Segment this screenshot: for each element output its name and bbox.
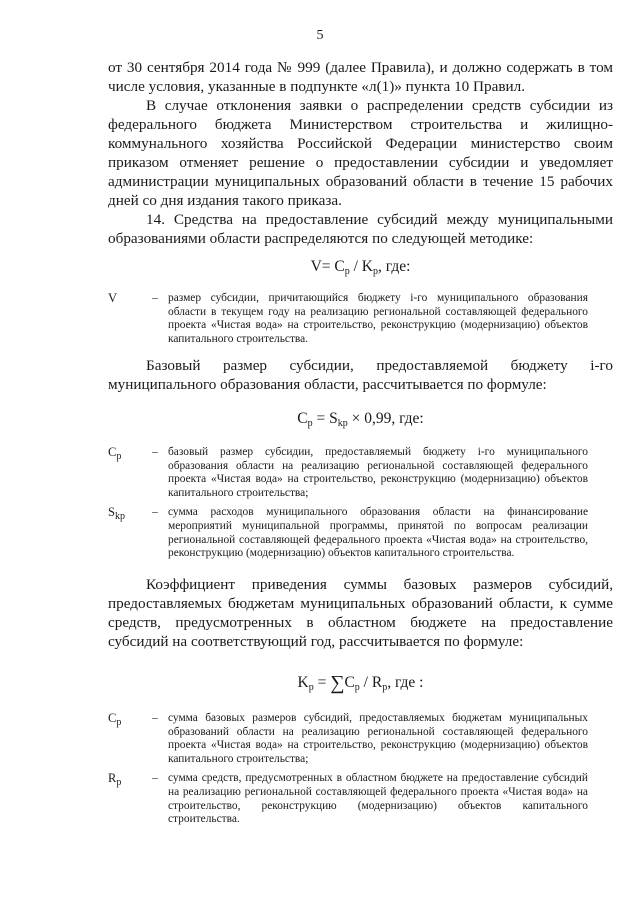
definition-cp-sum: $C_p$ – сумма базовых размеров субсидий, предоставляемых бюджетам муниципальных образований области на реализацию региональной составляющей федерального проекта «Чистая вода» на строительство, реконструкцию (модернизацию) объектов капитального строительства; bbox=[108, 711, 588, 765]
text-block-2 bbox=[108, 356, 613, 394]
definition-symbol: $R_p$ bbox=[108, 771, 122, 789]
definition-text: размер субсидии, причитающийся бюджету i-го муниципального образования области в текущем году на реализацию региональной составляющей федерального проекта «Чистая вода» на строительство, реконструкцию (модернизацию) объектов капитального строительства. bbox=[168, 292, 588, 345]
definitions-block-3 bbox=[108, 712, 588, 833]
paragraph-5: Коэффициент приведения суммы базовых размеров субсидий, предоставляемых бюджетам муниципальных образований области, к сумме средств, предусмотренных в областном бюджете на предоставление субсидий на соответствующий год, рассчитывается по формуле: bbox=[108, 576, 613, 650]
definition-text: сумма базовых размеров субсидий, предоставляемых бюджетам муниципальных образований области на реализацию региональной составляющей федерального проекта «Чистая вода» на строительство, реконструкцию (модернизацию) объектов капитального строительства; bbox=[168, 712, 588, 765]
definitions-block-1 bbox=[108, 292, 588, 352]
definition-symbol: $S_{kp}$ bbox=[108, 505, 125, 523]
formula-kp: $K_p = \sum C_p / R_p$, где : bbox=[297, 672, 424, 694]
definition-symbol: $C_p$ bbox=[108, 445, 122, 462]
definitions-block-2 bbox=[108, 446, 588, 567]
definition-cp: $C_p$ – базовый размер субсидии, предоставляемый бюджету i-го муниципального образования области на реализацию региональной составляющей федерального проекта «Чистая вода» на строительство, реконструкцию (модернизацию) объектов капитального строительства; bbox=[108, 445, 588, 499]
formula-v: $V= C_p / K_p$, где: bbox=[310, 258, 411, 277]
definition-text: базовый размер субсидии, предоставляемый бюджету i-го муниципального образования области на реализацию региональной составляющей федерального проекта «Чистая вода» на строительство, реконструкцию (модернизацию) объектов капитального строительства; bbox=[168, 446, 588, 499]
paragraph-4: Базовый размер субсидии, предоставляемой бюджету i-го муниципального образования области, рассчитывается по формуле: bbox=[108, 357, 613, 393]
definition-v: V – размер субсидии, причитающийся бюджету i-го муниципального образования области в текущем году на реализацию региональной составляющей федерального проекта «Чистая вода» на строительство, реконструкцию (модернизацию) объектов капитального строительства. bbox=[108, 291, 588, 345]
text-block-1 bbox=[108, 58, 613, 248]
formula-cp: $C_p = S_{kp} \times 0,99$, где: bbox=[297, 410, 424, 429]
page-number: 5 bbox=[316, 28, 324, 43]
text-block-3 bbox=[108, 575, 613, 651]
paragraph-3: 14. Средства на предоставление субсидий между муниципальными образованиями области распределяются по следующей методике: bbox=[108, 211, 613, 247]
definition-symbol: V bbox=[108, 291, 118, 305]
definition-text: сумма расходов муниципального образования области на финансирование мероприятий муниципальной программы, принятой по вопросам реализации региональной составляющей федерального проекта «Чистая вода» на строительство, реконструкцию (модернизацию) объектов капитального строительства. bbox=[168, 506, 588, 560]
definition-symbol: $C_p$ bbox=[108, 711, 122, 728]
definition-rp: $R_p$ – сумма средств, предусмотренных в областном бюджете на предоставление субсидий на реализацию региональной составляющей федерального проекта «Чистая вода» на строительство, реконструкцию (модернизацию) объектов капитального строительства. bbox=[108, 771, 588, 826]
definition-skp: $S_{kp}$ – сумма расходов муниципального образования области на финансирование мероприятий муниципальной программы, принятой по вопросам реализации региональной составляющей федерального проекта «Чистая вода» на строительство, реконструкцию (модернизацию) объектов капитального строительства. bbox=[108, 505, 588, 560]
definition-text: сумма средств, предусмотренных в областном бюджете на предоставление субсидий на реализацию региональной составляющей федерального проекта «Чистая вода» на строительство, реконструкцию (модернизацию) объектов капитального строительства. bbox=[168, 772, 588, 826]
paragraph-2: В случае отклонения заявки о распределении средств субсидии из федерального бюджета Министерством строительства и жилищно-коммунального хозяйства Российской Федерации министерство своим приказом отменяет решение о предоставлении субсидии и уведомляет администрации муниципальных образований области в течение 15 рабочих дней со дня издания такого приказа. bbox=[108, 97, 613, 209]
paragraph-1: от 30 сентября 2014 года № 999 (далее Правила), и должно содержать в том числе условия, указанные в подпункте «л(1)» пункта 10 Правил. bbox=[108, 59, 613, 95]
